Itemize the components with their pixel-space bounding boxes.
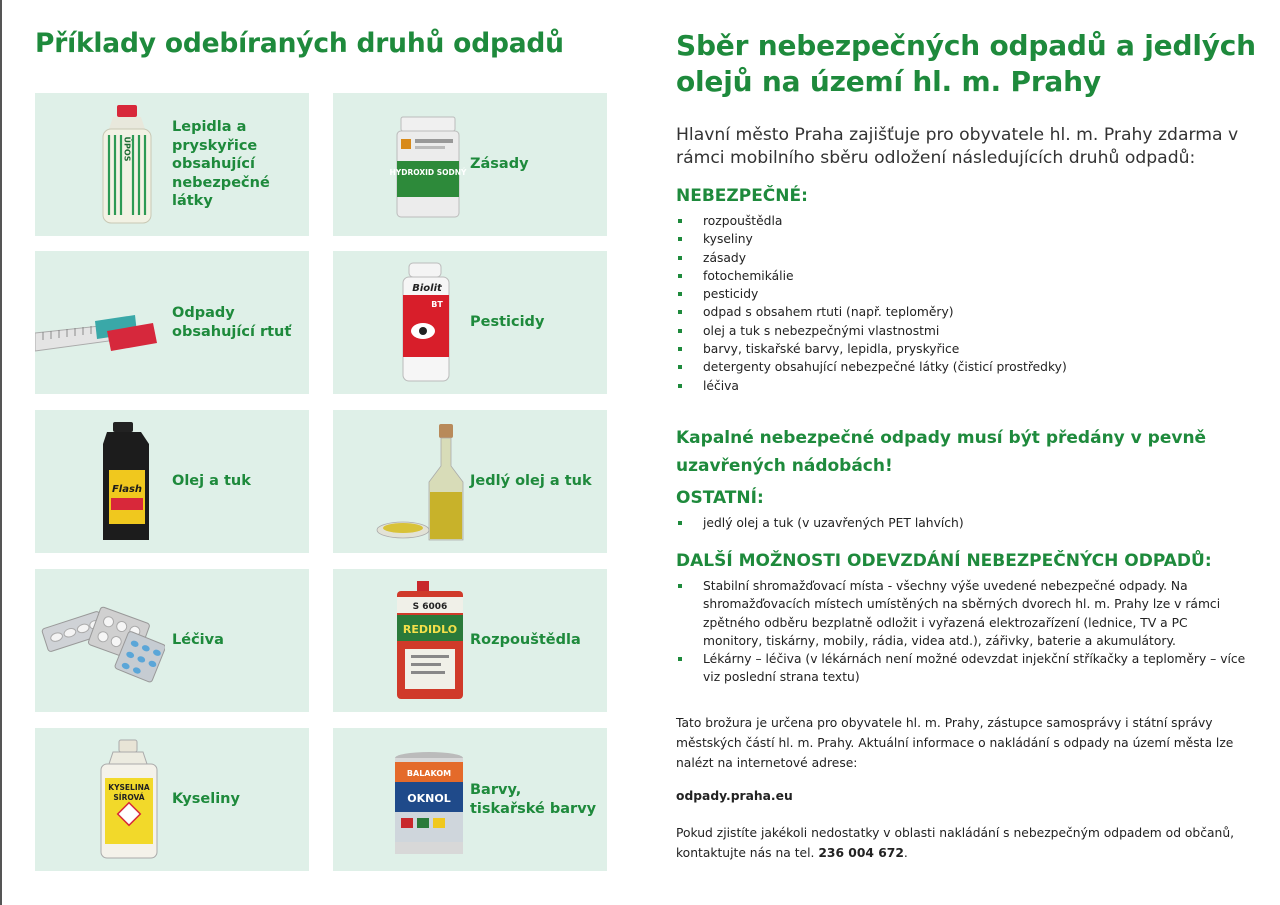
bullet-icon bbox=[678, 274, 682, 278]
bullet-icon bbox=[678, 219, 682, 223]
tile-label: Odpady obsahující rtuť bbox=[172, 305, 292, 340]
tile-label: Léčiva bbox=[172, 632, 224, 649]
list-item: zásady bbox=[676, 249, 1246, 267]
tile-label: Lepidla a pryskyřice obsahující nebezpečné látky bbox=[172, 119, 270, 210]
svg-text:S 6006: S 6006 bbox=[412, 602, 448, 612]
list-item: léčiva bbox=[676, 377, 1246, 395]
bullet-icon bbox=[678, 256, 682, 260]
thermometer-icon bbox=[35, 261, 165, 384]
svg-text:OKNOL: OKNOL bbox=[407, 792, 451, 805]
bullet-icon bbox=[678, 329, 682, 333]
bullet-icon bbox=[678, 310, 682, 314]
brochure-note: Tato brožura je určena pro obyvatele hl. m. Prahy, zástupce samosprávy i státní správy městských částí hl. m. Prahy. Aktuální informace o nakládání s odpady na území města lze nalézt na internetové adrese: bbox=[676, 716, 1234, 770]
tile-pesticides bbox=[333, 251, 607, 394]
bullet-icon bbox=[678, 657, 682, 661]
svg-text:SÍROVÁ: SÍROVÁ bbox=[113, 793, 145, 802]
tile-label: Pesticidy bbox=[470, 314, 545, 331]
tile-label: Jedlý olej a tuk bbox=[470, 473, 592, 490]
warning-text: Kapalné nebezpečné odpady musí být předány v pevně uzavřených nádobách! bbox=[676, 428, 1207, 476]
website-link[interactable]: odpady.praha.eu bbox=[676, 789, 793, 803]
paint-can-icon bbox=[371, 738, 481, 861]
acid-bottle-icon bbox=[73, 738, 183, 861]
bullet-icon bbox=[678, 521, 682, 525]
tile-label: Kyseliny bbox=[172, 791, 240, 808]
list-item: fotochemikálie bbox=[676, 267, 1246, 285]
list-item: olej a tuk s nebezpečnými vlastnostmi bbox=[676, 322, 1246, 340]
pesticide-can-icon bbox=[371, 261, 481, 384]
left-title: Příklady odebíraných druhů odpadů bbox=[35, 28, 564, 59]
svg-text:REDIDLO: REDIDLO bbox=[402, 623, 458, 636]
bullet-icon bbox=[678, 292, 682, 296]
list-item: detergenty obsahující nebezpečné látky (čisticí prostředky) bbox=[676, 358, 1246, 376]
svg-text:BT: BT bbox=[431, 300, 443, 309]
motor-oil-bottle-icon bbox=[73, 420, 183, 543]
other-heading: OSTATNÍ: bbox=[676, 488, 764, 508]
list-item: Stabilní shromažďovací místa - všechny výše uvedené nebezpečné odpady. Na shromažďovacích místech umístěných na sběrných dvorech hl. m. Prahy lze v rámci zpětného odběru bezplatně odložit i vyřazená elektrozařízení (lednice, TV a PC monitory, tiskárny, mobily, rádia, videa atd.), zářivky, baterie a akumulátory. bbox=[676, 577, 1246, 650]
glue-bottle-icon bbox=[73, 103, 183, 226]
hazardous-list bbox=[676, 212, 1246, 395]
list-item: pesticidy bbox=[676, 285, 1246, 303]
more-options-list bbox=[676, 577, 1246, 687]
phone-number[interactable]: 236 004 672 bbox=[818, 846, 904, 860]
more-options-heading: DALŠÍ MOŽNOSTI ODEVZDÁNÍ NEBEZPEČNÝCH ODPADŮ: bbox=[676, 551, 1212, 571]
hazardous-heading: NEBEZPEČNÉ: bbox=[676, 186, 808, 206]
list-item: Lékárny – léčiva (v lékárnách není možné odevzdat injekční stříkačky a teploměry – více viz poslední strana textu) bbox=[676, 650, 1246, 687]
bullet-icon bbox=[678, 384, 682, 388]
svg-text:BALAKOM: BALAKOM bbox=[406, 769, 452, 778]
page-title: Sběr nebezpečných odpadů a jedlých olejů na území hl. m. Prahy bbox=[676, 29, 1256, 98]
tile-label: Zásady bbox=[470, 156, 529, 173]
hydroxide-jar-icon bbox=[371, 103, 481, 226]
tile-medicines bbox=[35, 569, 309, 712]
tile-glue bbox=[35, 93, 309, 236]
intro-text: Hlavní město Praha zajišťuje pro obyvatele hl. m. Prahy zdarma v rámci mobilního sběru odložení následujících druhů odpadů: bbox=[676, 125, 1239, 168]
tile-mercury bbox=[35, 251, 309, 394]
cooking-oil-bottle-icon bbox=[371, 420, 481, 543]
list-item: barvy, tiskařské barvy, lepidla, pryskyřice bbox=[676, 340, 1246, 358]
tile-solvents bbox=[333, 569, 607, 712]
tile-bases bbox=[333, 93, 607, 236]
tile-label: Olej a tuk bbox=[172, 473, 251, 490]
bullet-icon bbox=[678, 365, 682, 369]
bullet-icon bbox=[678, 584, 682, 588]
svg-text:ÚPOS: ÚPOS bbox=[122, 136, 132, 162]
solvent-can-icon bbox=[371, 579, 481, 702]
list-item: rozpouštědla bbox=[676, 212, 1246, 230]
page-edge bbox=[0, 0, 2, 905]
list-item: odpad s obsahem rtuti (např. teploměry) bbox=[676, 303, 1246, 321]
tile-paints bbox=[333, 728, 607, 871]
tile-label: Rozpouštědla bbox=[470, 632, 581, 649]
svg-text:HYDROXID SODNÝ: HYDROXID SODNÝ bbox=[389, 168, 467, 177]
tile-edible-oil bbox=[333, 410, 607, 553]
svg-text:Flash: Flash bbox=[111, 484, 143, 495]
other-list bbox=[676, 514, 1246, 532]
svg-text:KYSELINA: KYSELINA bbox=[108, 783, 150, 792]
tile-oil bbox=[35, 410, 309, 553]
bullet-icon bbox=[678, 347, 682, 351]
tile-acids bbox=[35, 728, 309, 871]
contact-text: Pokud zjistíte jakékoli nedostatky v oblasti nakládání s nebezpečným odpadem od občanů, kontaktujte nás na tel. 236 004 672. bbox=[676, 826, 1235, 860]
tile-label: Barvy, tiskařské barvy bbox=[470, 782, 597, 817]
pill-blisters-icon bbox=[35, 579, 165, 702]
svg-text:Biolit: Biolit bbox=[412, 283, 442, 294]
bullet-icon bbox=[678, 237, 682, 241]
list-item: jedlý olej a tuk (v uzavřených PET lahvích) bbox=[676, 514, 1246, 532]
list-item: kyseliny bbox=[676, 230, 1246, 248]
